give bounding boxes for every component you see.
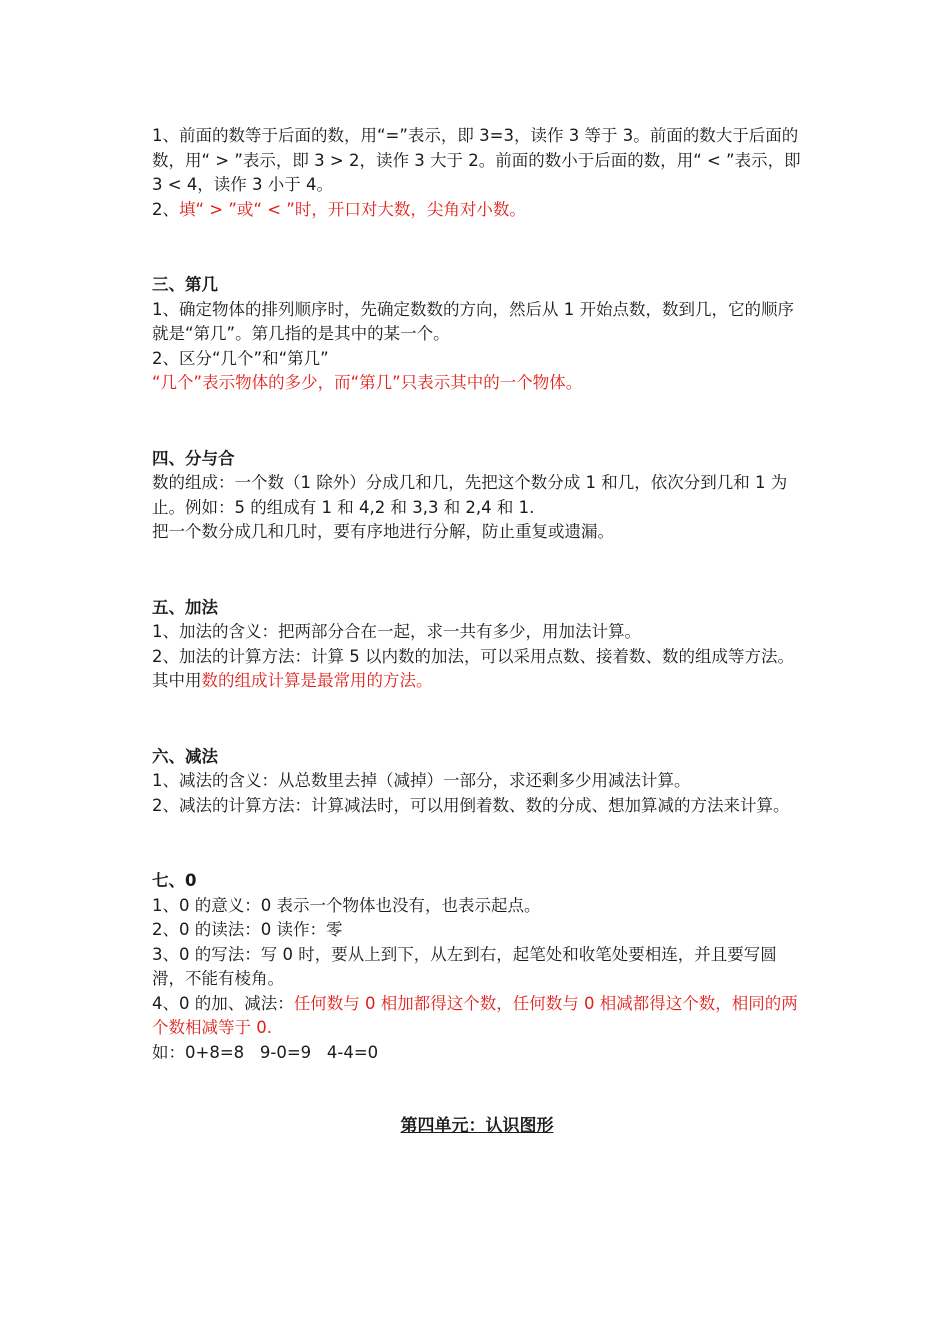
- addition-meaning: 1、加法的含义：把两部分合在一起，求一共有多少，用加法计算。: [152, 622, 641, 641]
- section-addition: [152, 596, 802, 694]
- decomposition-paragraph: 把一个数分成几和几时，要有序地进行分解，防止重复或遗漏。: [152, 522, 614, 541]
- addition-highlight: 数的组成计算是最常用的方法。: [201, 671, 433, 690]
- section-subtraction: [152, 745, 802, 819]
- zero-meaning: 1、0 的意义：0 表示一个物体也没有，也表示起点。: [152, 895, 541, 915]
- subtraction-meaning: 1、减法的含义：从总数里去掉（减掉）一部分，求还剩多少用减法计算。: [152, 771, 691, 790]
- list-number: 2、: [152, 199, 179, 219]
- section-ordinal: [152, 273, 802, 396]
- section-heading: 六、减法: [152, 746, 218, 766]
- zero-reading: 2、0 的读法：0 读作：零: [152, 920, 343, 939]
- section-heading: 三、第几: [152, 275, 218, 294]
- ordinal-definition: 1、确定物体的排列顺序时，先确定数数的方向，然后从 1 开始点数，数到几，它的顺序就是“第几”。第几指的是其中的某一个。: [152, 299, 794, 343]
- addition-method: [152, 645, 802, 694]
- zero-arithmetic-highlight: 任何数与 0 相加都得这个数，任何数与 0 相减都得这个数，相同的两个数相减等于 0.: [152, 993, 798, 1037]
- section-heading: 七、0: [152, 871, 197, 890]
- zero-arithmetic-label: 4、0 的加、减法：: [152, 993, 294, 1013]
- subtraction-method: 2、减法的计算方法：计算减法时，可以用倒着数、数的分成、想加算减的方法来计算。: [152, 795, 790, 815]
- document-page: [152, 124, 802, 1156]
- section-heading: 五、加法: [152, 597, 218, 617]
- highlighted-tip: 填“ > ”或“ < ”时，开口对大数，尖角对小数。: [179, 199, 526, 219]
- zero-writing: 3、0 的写法：写 0 时，要从上到下，从左到右，起笔处和收笔处要相连，并且要写圆滑，不能有棱角。: [152, 944, 777, 988]
- zero-examples: 如：0+8=8 9-0=9 4-4=0: [152, 1042, 379, 1062]
- ordinal-distinguish: 2、区分“几个”和“第几”: [152, 348, 329, 368]
- composition-paragraph: 数的组成：一个数（1 除外）分成几和几，先把这个数分成 1 和几，依次分到几和 1 为止。例如：5 的组成有 1 和 4,2 和 3,3 和 2,4 和 1.: [152, 473, 788, 517]
- comparison-rule-paragraph: 1、前面的数等于后面的数，用“=”表示，即 3=3，读作 3 等于 3。前面的数大于后面的数，用“ > ”表示，即 3 > 2，读作 3 大于 2。前面的数小于后面的数，用“ < ”表示，即 3 < 4，读作 3 小于 4。: [152, 126, 801, 194]
- section-heading: 四、分与合: [152, 448, 235, 468]
- section-zero: [152, 869, 802, 1065]
- ordinal-highlight: “几个”表示物体的多少，而“第几”只表示其中的一个物体。: [152, 373, 583, 392]
- addition-method-text: 2、加法的计算方法：计算 5 以内数的加法，可以采用点数、接着数、数的组成等方法。其中用: [152, 646, 794, 690]
- zero-arithmetic: [152, 992, 802, 1041]
- comparison-tip-paragraph: [152, 198, 802, 223]
- unit-title: 第四单元：认识图形: [400, 1116, 554, 1136]
- section-split-combine: [152, 447, 802, 545]
